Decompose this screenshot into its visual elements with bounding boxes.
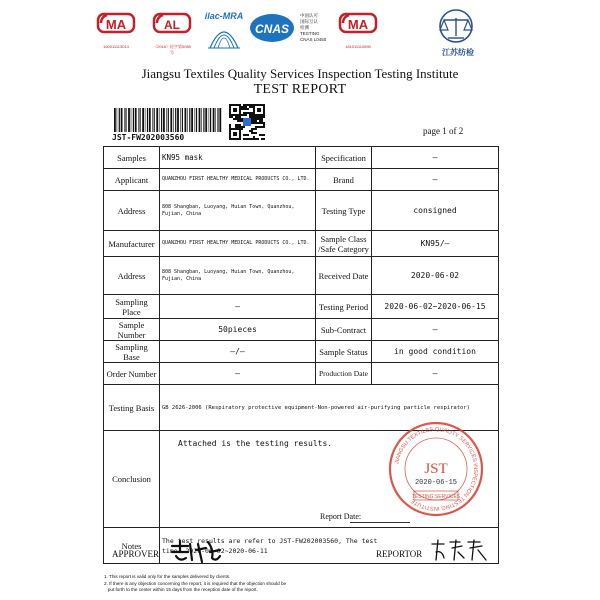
sampling-base-label: Sampling Base [104, 341, 160, 363]
testing-type-label: Testing Type [316, 191, 372, 231]
received-date-label: Received Date [316, 257, 372, 295]
qr-code-image [229, 104, 265, 140]
accreditation-logos [96, 8, 516, 60]
sample-class-value: KN95/— [372, 231, 499, 257]
conclusion-text: Attached is the testing results. [178, 439, 333, 448]
cnas-code: CNAS L0450 [300, 37, 327, 42]
sub-contract-value: — [372, 319, 499, 341]
footnotes [104, 574, 504, 594]
table-row [104, 341, 499, 363]
sample-class-label [316, 231, 372, 257]
footnote-line: put forth to the center within 15 days from the reception date of the report. [104, 587, 258, 592]
production-date-value: — [372, 363, 499, 385]
notes-label: Notes [104, 528, 160, 564]
cnas-label: CNAS [254, 22, 290, 36]
svg-text:检测: 检测 [300, 25, 309, 30]
cnas-logo [248, 8, 338, 59]
manufacturer-label: Manufacturer [104, 231, 160, 257]
barcode-image [112, 108, 224, 132]
reportor-signature [428, 538, 490, 564]
jtti-logo [430, 8, 486, 65]
svg-text:AL: AL [164, 18, 180, 32]
sampling-place-label: Sampling Place [104, 295, 160, 319]
logo-code: 181011110890 [345, 44, 371, 49]
brand-value: — [372, 169, 499, 191]
svg-text:MA: MA [347, 17, 369, 32]
seal-bottom-text: TESTING SERVICES [411, 494, 461, 500]
table-row [104, 169, 499, 191]
reportor-label: REPORTOR [376, 549, 423, 559]
svg-text:MA: MA [105, 17, 127, 32]
address-label: Address [104, 257, 160, 295]
sample-class-label-line: Sample Class [320, 233, 367, 244]
sample-status-label: Sample Status [316, 341, 372, 363]
order-number-label: Order Number [104, 363, 160, 385]
conclusion-cell [160, 426, 499, 528]
sample-number-value: 50pieces [160, 319, 316, 341]
applicant-value: QUANZHOU FIRST HEALTHY MEDICAL PRODUCTS CO., LTD. [160, 169, 316, 191]
received-date-value: 2020-06-02 [372, 257, 499, 295]
applicant-label: Applicant [104, 169, 160, 191]
address-label: Address [104, 191, 160, 231]
footnote-line: 2. If there is any objection concerning the report, it is required that the objection should be [104, 580, 287, 586]
sample-number-label: Sample Number [104, 319, 160, 341]
sampling-place-value: — [160, 295, 316, 319]
ilac-mra-logo [202, 8, 246, 57]
specification-label: Specification [316, 147, 372, 169]
svg-text:中国认可: 中国认可 [300, 13, 318, 18]
ilac-label: ilac-MRA [204, 11, 244, 21]
cal-logo [152, 8, 192, 55]
cma-logo [338, 8, 378, 49]
testing-basis-label: Testing Basis [104, 385, 160, 431]
table-row [104, 363, 499, 385]
official-seal-stamp [386, 419, 486, 519]
report-number: JST-FW202003560 [112, 133, 185, 142]
cma-logo [96, 8, 136, 49]
svg-text:国际互认: 国际互认 [300, 19, 318, 24]
samples-label: Samples [104, 147, 160, 169]
report-date-line [350, 522, 410, 523]
table-row [104, 191, 499, 231]
conclusion-label: Conclusion [104, 431, 160, 528]
table-row [104, 319, 499, 341]
testing-period-value: 2020-06-02~2020-06-15 [372, 295, 499, 319]
brand-label: Brand [316, 169, 372, 191]
table-row [104, 257, 499, 295]
table-row [104, 147, 499, 169]
testing-basis-value: GB 2626-2006 (Respiratory protective equipment-Non-powered air-purifying particle respirator) [160, 385, 499, 431]
page-indicator: page 1 of 2 [423, 126, 464, 136]
seal-center-text: JST [424, 461, 448, 477]
samples-value: KN95 mask [160, 147, 316, 169]
report-table [103, 146, 499, 564]
sample-status-value: in good condition [372, 341, 499, 363]
footnote-line: 1. This report is valid only for the samples delivered by clients. [104, 574, 231, 579]
logo-code: （2016）检字第0089号 [153, 44, 191, 55]
safe-category-label-line: /Safe Category [318, 243, 369, 254]
report-date-label: Report Date: [320, 512, 362, 521]
sub-contract-label: Sub-Contract [316, 319, 372, 341]
order-number-value: — [160, 363, 316, 385]
seal-ring-text: JIANGSU TEXTILES QUALITY SERVICES INSPECTION TESTING INSTITUTE [394, 426, 479, 512]
report-title: TEST REPORT [253, 82, 347, 97]
address-value: 808 Shangban, Luoyang, Huian Town, Quanzhou, Fujian, China [160, 191, 316, 231]
sampling-base-value: —/— [160, 341, 316, 363]
table-row [104, 431, 499, 528]
specification-value: — [372, 147, 499, 169]
svg-text:TESTING: TESTING [300, 31, 320, 36]
address-value: 808 Shangban, Luoyang, Huian Town, Quanzhou, Fujian, China [160, 257, 316, 295]
institute-name: Jiangsu Textiles Quality Services Inspection Testing Institute [141, 66, 459, 81]
testing-period-label: Testing Period [316, 295, 372, 319]
seal-date-text: 2020-06-15 [414, 479, 458, 487]
approver-signature [168, 538, 224, 566]
jtti-label: 江苏纺检 [442, 48, 474, 57]
table-row [104, 231, 499, 257]
notes-line: The test results are refer to JST-FW202003560, The test [162, 536, 378, 545]
manufacturer-value: QUANZHOU FIRST HEALTHY MEDICAL PRODUCTS CO., LTD. [160, 231, 316, 257]
notes-line: time: 2020-06-02~2020-06-11 [162, 546, 268, 555]
table-row [104, 295, 499, 319]
testing-type-value: consigned [372, 191, 499, 231]
production-date-label: Production Date [316, 363, 372, 385]
approver-label: APPROVER [112, 549, 160, 559]
logo-code: 160011113014 [103, 44, 129, 49]
